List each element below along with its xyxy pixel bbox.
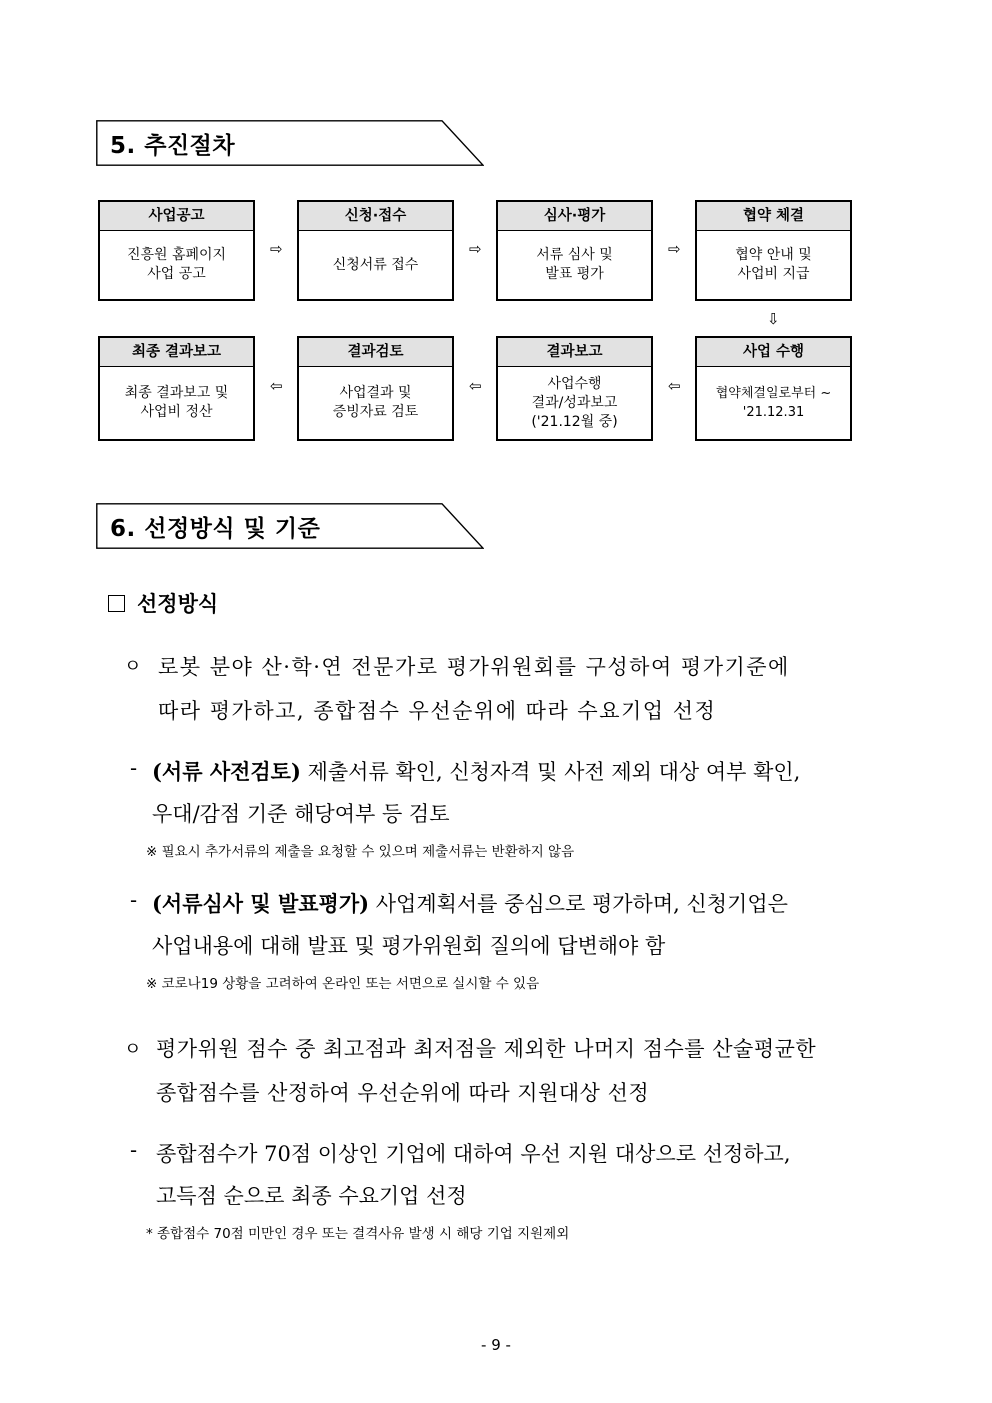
dash-marker: - — [130, 756, 138, 780]
flow-box-execution — [695, 336, 852, 441]
p1-line2: 따라 평가하고, 종합점수 우선순위에 따라 수요기업 선정 — [158, 699, 717, 723]
d2-line2: 사업내용에 대해 발표 및 평가위원회 질의에 답변해야 함 — [152, 934, 666, 958]
flow-box-body — [697, 367, 850, 439]
p2-line1: 평가위원 점수 중 최고점과 최저점을 제외한 나머지 점수를 산술평균한 — [156, 1037, 817, 1061]
right-arrow-icon: ⇨ — [270, 240, 283, 258]
flow-box-result-review — [297, 336, 454, 441]
flow-box-line: ('21.12월 중) — [531, 413, 618, 430]
right-arrow-icon: ⇨ — [469, 240, 482, 258]
p2-line2: 종합점수를 산정하여 우선순위에 따라 지원대상 선정 — [156, 1081, 650, 1105]
bullet-circle: ㅇ — [124, 656, 142, 677]
flow-box-body — [498, 367, 651, 439]
p1-line1: 로봇 분야 산·학·연 전문가로 평가위원회를 구성하여 평가기준에 — [158, 655, 790, 679]
flow-box-head: 심사·평가 — [498, 202, 651, 231]
section-5-header — [96, 120, 484, 166]
flow-box-line: 사업결과 및 — [339, 385, 412, 401]
flow-box-body — [697, 231, 850, 299]
flow-box-head: 최종 결과보고 — [100, 338, 253, 367]
flow-box-announce — [98, 200, 255, 301]
flow-box-line: '21.12.31 — [742, 405, 805, 420]
section-5-title: 5. 추진절차 — [110, 133, 236, 159]
flow-box-line: 사업수행 — [547, 375, 602, 392]
left-arrow-icon: ⇦ — [668, 377, 681, 395]
d2-note: ※ 코로나19 상황을 고려하여 온라인 또는 서면으로 실시할 수 있음 — [146, 976, 540, 992]
dash-marker: - — [130, 1138, 138, 1162]
page-number: - 9 - — [481, 1336, 511, 1354]
flow-box-line: 사업 공고 — [147, 266, 206, 282]
flow-box-head: 사업 수행 — [697, 338, 850, 367]
left-arrow-icon: ⇦ — [469, 377, 482, 395]
d2-line1-rest: 사업계획서를 중심으로 평가하며, 신청기업은 — [369, 892, 788, 916]
d2-bold: (서류심사 및 발표평가) — [152, 891, 370, 916]
d1-note: ※ 필요시 추가서류의 제출을 요청할 수 있으며 제출서류는 반환하지 않음 — [146, 844, 575, 860]
flow-box-review — [496, 200, 653, 301]
dash-marker: - — [130, 888, 138, 912]
flow-box-line: 사업비 지급 — [737, 266, 810, 282]
d1-bold: (서류 사전검토) — [152, 759, 301, 784]
flow-box-final-report — [98, 336, 255, 441]
checkbox-square-icon — [108, 595, 125, 612]
flow-box-body — [100, 367, 253, 439]
flow-box-body — [299, 231, 452, 299]
d3-line2: 고득점 순으로 최종 수요기업 선정 — [156, 1184, 467, 1208]
d1-line1-rest: 제출서류 확인, 신청자격 및 사전 제외 대상 여부 확인, — [300, 760, 801, 784]
flow-box-body — [498, 231, 651, 299]
flow-box-head: 신청·접수 — [299, 202, 452, 231]
flow-box-line: 서류 심사 및 — [536, 247, 613, 263]
flow-box-line: 진흥원 홈페이지 — [126, 247, 227, 263]
flow-box-line: 협약체결일로부터 ~ — [715, 386, 832, 401]
d2-line1 — [152, 888, 788, 918]
section-6-header — [96, 503, 484, 549]
d3-note: * 종합점수 70점 미만인 경우 또는 결격사유 발생 시 해당 기업 지원제외 — [146, 1226, 570, 1242]
flow-box-head: 협약 체결 — [697, 202, 850, 231]
flow-box-line: 증빙자료 검토 — [332, 404, 419, 420]
flow-box-line: 결과/성과보고 — [531, 394, 618, 411]
section-6-title: 6. 선정방식 및 기준 — [110, 516, 321, 542]
d1-line1 — [152, 756, 800, 786]
flow-box-line: 사업비 정산 — [140, 404, 213, 420]
selection-heading — [108, 588, 218, 618]
flow-box-line: 최종 결과보고 및 — [124, 385, 229, 401]
flow-box-body — [299, 367, 452, 439]
bullet-circle: ㅇ — [124, 1039, 142, 1060]
d3-line1: 종합점수가 70점 이상인 기업에 대하여 우선 지원 대상으로 선정하고, — [156, 1142, 791, 1166]
flow-box-line: 발표 평가 — [545, 266, 604, 282]
left-arrow-icon: ⇦ — [270, 377, 283, 395]
flow-box-result-report — [496, 336, 653, 441]
d1-line2: 우대/감점 기준 해당여부 등 검토 — [152, 802, 450, 826]
flow-box-line: 협약 안내 및 — [735, 247, 812, 263]
right-arrow-icon: ⇨ — [668, 240, 681, 258]
flow-box-head: 결과보고 — [498, 338, 651, 367]
flow-box-apply — [297, 200, 454, 301]
flow-box-body — [100, 231, 253, 299]
flow-box-head: 결과검토 — [299, 338, 452, 367]
flow-box-head: 사업공고 — [100, 202, 253, 231]
selection-heading-text: 선정방식 — [137, 592, 219, 616]
flow-box-agreement — [695, 200, 852, 301]
flow-box-line: 신청서류 접수 — [332, 256, 419, 273]
down-arrow-icon: ⇩ — [767, 310, 780, 328]
